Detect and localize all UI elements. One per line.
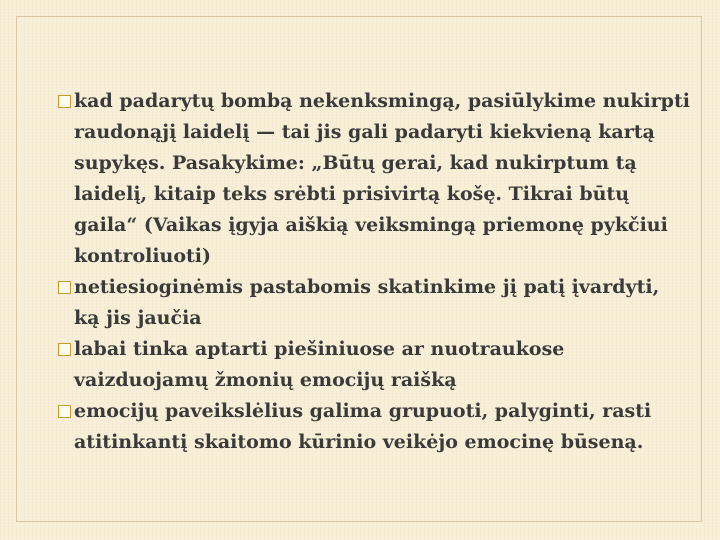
bullet-text: labai tinka aptarti piešiniuose ar nuotraukose vaizduojamų žmonių emocijų raišką — [74, 338, 565, 391]
bullet-item — [60, 396, 690, 458]
bullet-item — [60, 272, 690, 334]
bullet-item — [60, 334, 690, 396]
checkbox-square-icon — [58, 405, 71, 418]
bullet-item — [60, 86, 690, 272]
bullet-list — [60, 86, 690, 458]
checkbox-square-icon — [58, 95, 71, 108]
checkbox-square-icon — [58, 343, 71, 356]
bullet-text: emocijų paveikslėlius galima grupuoti, palyginti, rasti atitinkantį skaitomo kūrinio veikėjo emocinę būseną. — [74, 400, 652, 453]
bullet-text: kad padarytų bombą nekenksmingą, pasiūlykime nukirpti raudonąjį laidelį — tai jis gali padaryti kiekvieną kartą supykęs. Pasakykime: „Būtų gerai, kad nukirptum tą laidelį, kitaip teks srėbti prisivirtą košę. Tikrai būtų gaila“ (Vaikas įgyja aiškią veiksmingą priemonę pykčiui kontroliuoti) — [74, 90, 690, 267]
checkbox-square-icon — [58, 281, 71, 294]
bullet-text: netiesioginėmis pastabomis skatinkime jį patį įvardyti, ką jis jaučia — [74, 276, 660, 329]
